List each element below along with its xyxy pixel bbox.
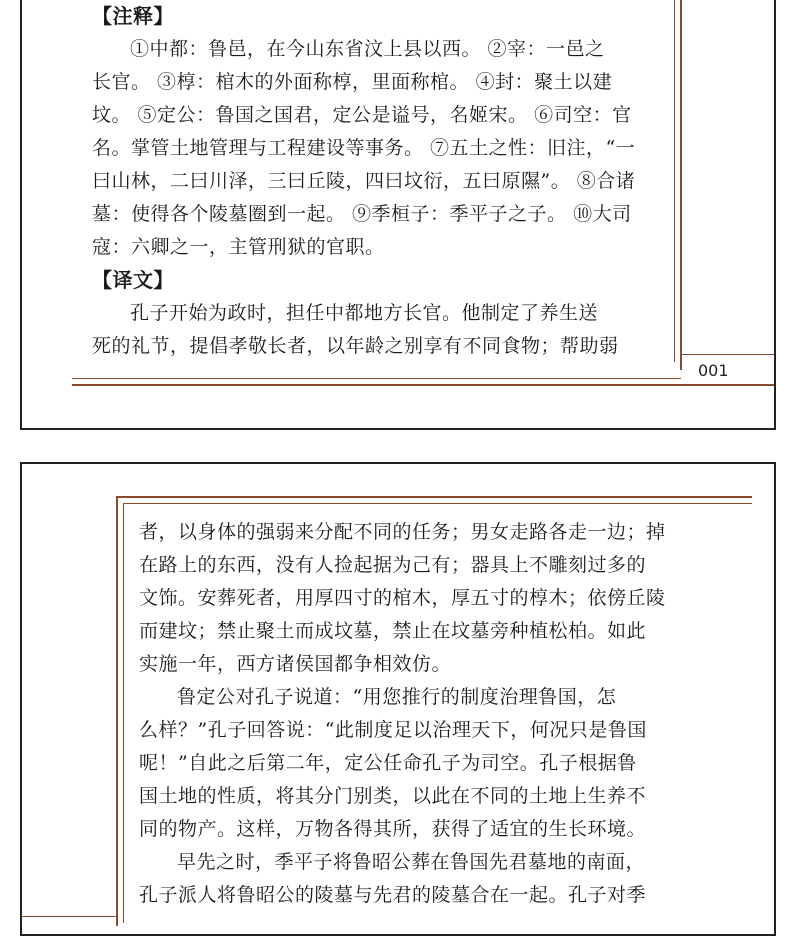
frame-left-inner	[123, 503, 124, 923]
note-line: 墓：使得各个陵墓圈到一起。 ⑨季桓子：季平子之子。 ⑩大司	[92, 203, 632, 225]
body-line: 同的物产。这样，万物各得其所，获得了适宜的生长环境。	[139, 818, 647, 840]
body-line: 文饰。安葬死者，用厚四寸的棺木，厚五寸的椁木；依傍丘陵	[139, 587, 666, 609]
page-number-rule	[682, 354, 774, 355]
frame-left-outer	[116, 496, 118, 926]
note-line: 曰山林，二曰川泽，三曰丘陵，四曰坟衍，五曰原隰”。 ⑧合诸	[92, 170, 636, 192]
body-text-block	[139, 516, 666, 912]
note-line: 长官。 ③椁：棺木的外面称椁，里面称棺。 ④封：聚土以建	[92, 71, 613, 93]
body-line: 国土地的性质，将其分门别类，以此在不同的土地上生养不	[139, 785, 647, 807]
note-line: 名。掌管土地管理与工程建设等事务。 ⑦五土之性：旧注，“一	[92, 137, 636, 159]
translation-line: 死的礼节，提倡孝敬长者，以年龄之别享有不同食物；帮助弱	[92, 335, 619, 357]
note-line: 寇：六卿之一，主管刑狱的官职。	[92, 236, 385, 258]
translation-line: 孔子开始为政时，担任中都地方长官。他制定了养生送	[130, 302, 599, 324]
notes-block	[92, 0, 635, 363]
notes-heading: 【注释】	[92, 4, 174, 28]
translation-heading: 【译文】	[92, 268, 174, 292]
body-line: 而建坟；禁止聚土而成坟墓，禁止在坟墓旁种植松柏。如此	[139, 620, 647, 642]
body-line: 鲁定公对孔子说道：“用您推行的制度治理鲁国，怎	[177, 686, 617, 708]
frame-top-inner	[123, 503, 752, 504]
frame-bottom-inner	[72, 378, 681, 379]
body-line: 早先之时，季平子将鲁昭公葬在鲁国先君墓地的南面，	[177, 851, 646, 873]
body-line: 在路上的东西，没有人捡起据为己有；器具上不雕刻过多的	[139, 554, 647, 576]
book-page-top	[20, 0, 776, 430]
frame-right-outer	[680, 0, 682, 370]
frame-bottom-stub	[22, 916, 116, 917]
body-line: 者，以身体的强弱来分配不同的任务；男女走路各走一边；掉	[139, 521, 666, 543]
book-page-bottom	[20, 462, 776, 936]
frame-bottom-outer	[72, 384, 774, 386]
body-line: 么样？”孔子回答说：“此制度足以治理天下，何况只是鲁国	[139, 719, 647, 741]
body-line: 实施一年，西方诸侯国都争相效仿。	[139, 653, 452, 675]
frame-top-outer	[116, 496, 752, 498]
frame-right-inner	[674, 0, 675, 362]
body-line: 孔子派人将鲁昭公的陵墓与先君的陵墓合在一起。孔子对季	[139, 884, 647, 906]
note-line: ①中都：鲁邑，在今山东省汶上县以西。 ②宰：一邑之	[130, 38, 605, 60]
note-line: 坟。 ⑤定公：鲁国之国君，定公是谥号，名姬宋。 ⑥司空：官	[92, 104, 632, 126]
body-line: 呢！”自此之后第二年，定公任命孔子为司空。孔子根据鲁	[139, 752, 637, 774]
page-number: 001	[698, 361, 729, 380]
